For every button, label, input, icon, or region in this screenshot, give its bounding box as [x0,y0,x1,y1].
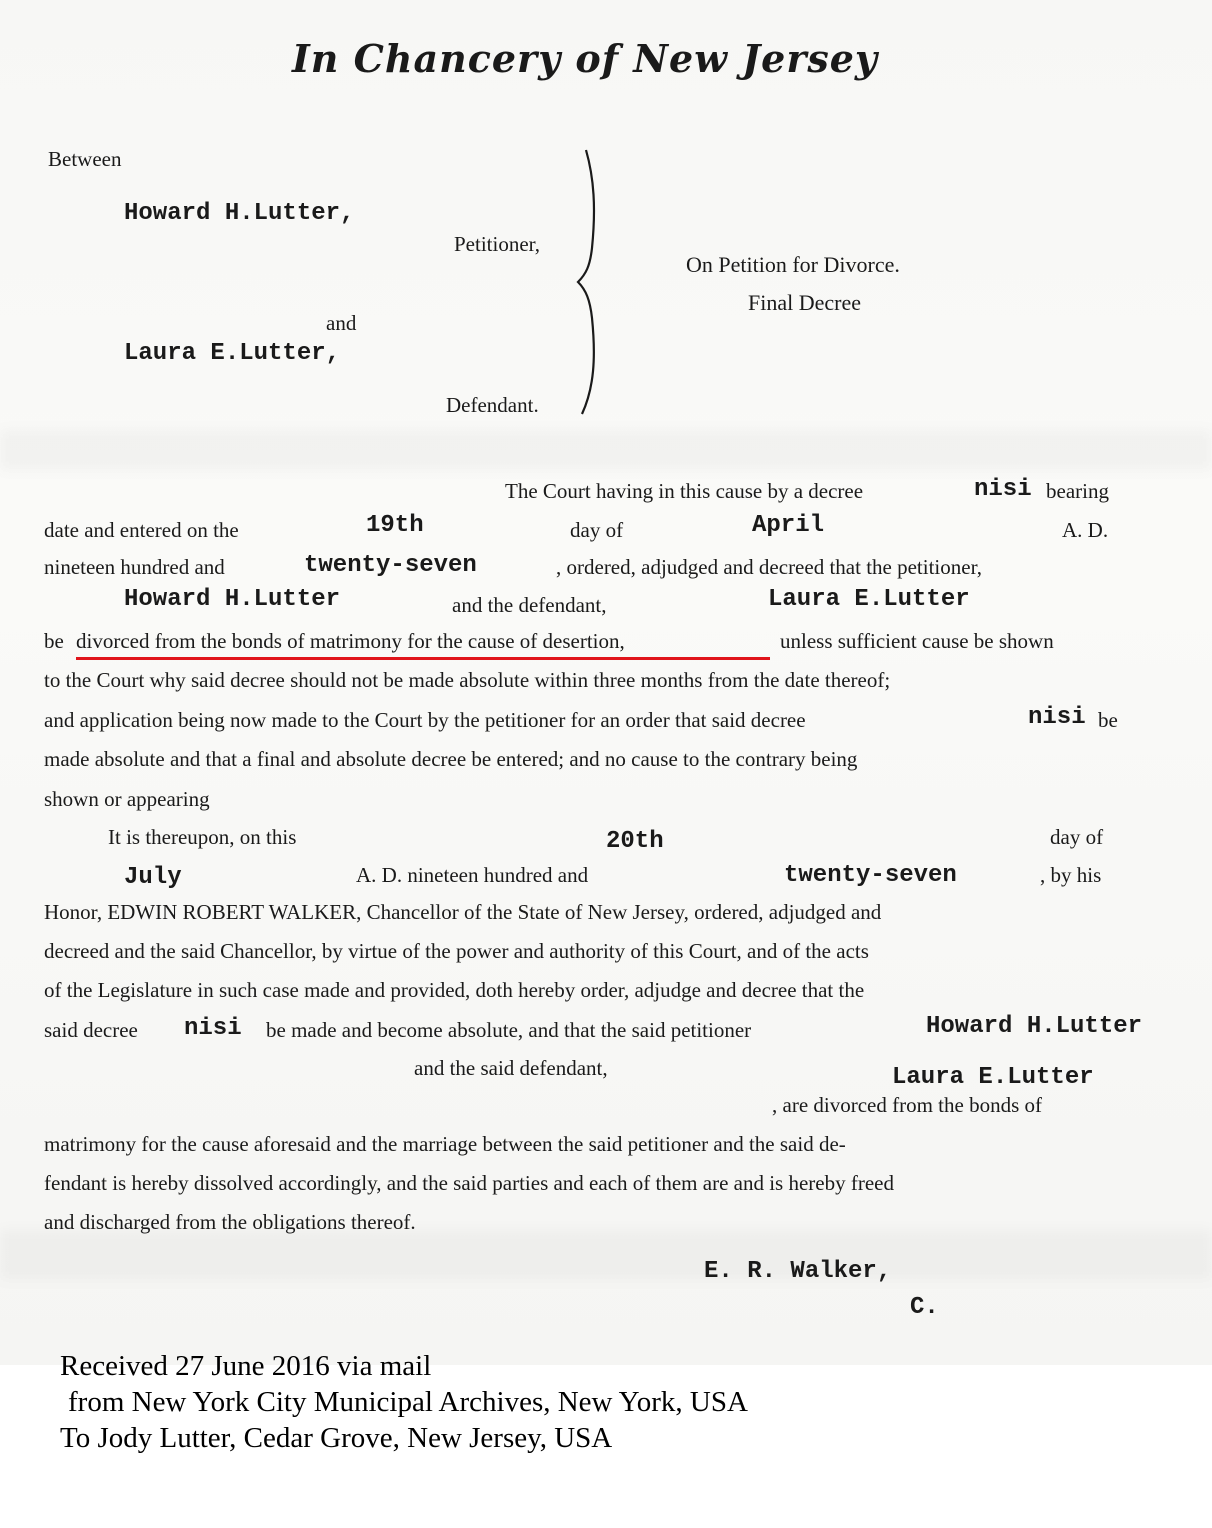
body-line: matrimony for the cause aforesaid and the marriage between the said petitioner and the said de- [44,1132,846,1156]
body-text: , by his [1040,863,1102,887]
body-text: day of [1050,825,1104,849]
caption-brace [572,148,612,418]
body-text: date and entered on the [44,518,239,542]
case-type: On Petition for Divorce. [686,252,900,277]
body-text: and discharged from the obligations thereof. [44,1210,416,1234]
decree-month: April [752,512,825,539]
body-text: shown or appearing [44,787,210,811]
body-line: to the Court why said decree should not be made absolute within three months from the date thereof; [44,668,891,692]
decree-type: Final Decree [748,290,861,315]
footer-recipient: To Jody Lutter, Cedar Grove, New Jersey, USA [60,1422,613,1454]
body-line: of the Legislature in such case made and provided, doth hereby order, adjudge and decree that the [44,978,865,1002]
petitioner-name-final: Howard H.Lutter [926,1013,1143,1040]
and-label: and [326,311,357,335]
body-line: made absolute and that a final and absolute decree be entered; and no cause to the contrary being [44,747,858,771]
decree-year: twenty-seven [304,552,477,579]
body-text: A. D. [1062,518,1109,542]
body-text: bearing [1046,479,1109,503]
body-text: A. D. nineteen hundred and [356,863,589,887]
body-line: Honor, EDWIN ROBERT WALKER, Chancellor of the State of New Jersey, ordered, adjudged and [44,900,882,924]
defendant-name-final: Laura E.Lutter [892,1064,1094,1091]
body-text: , ordered, adjudged and decreed that the petitioner, [556,555,982,579]
nisi-term: nisi [184,1015,242,1042]
signature-name: E. R. Walker, [704,1258,892,1285]
decree-day: 19th [366,512,424,539]
body-text: unless sufficient cause be shown [780,629,1054,653]
body-text: and the said defendant, [414,1056,608,1080]
body-line: fendant is hereby dissolved accordingly, and the said parties and each of them are and is hereby freed [44,1171,894,1195]
petitioner-label: Petitioner, [454,232,541,256]
footer-source: from New York City Municipal Archives, New York, USA [68,1386,748,1418]
highlighted-clause: divorced from the bonds of matrimony for the cause of desertion, [76,629,625,653]
defendant-name: Laura E.Lutter, [124,340,341,367]
body-text: said decree [44,1018,138,1042]
petitioner-name-body: Howard H.Lutter [124,586,341,613]
final-month: July [124,864,182,891]
body-text: It is thereupon, on this [108,825,297,849]
document-title: In Chancery of New Jersey [291,36,878,81]
body-text: be [1098,708,1118,732]
body-text: The Court having in this cause by a decree [505,479,864,503]
body-line: decreed and the said Chancellor, by virtue of the power and authority of this Court, and of the acts [44,939,869,963]
defendant-name-body: Laura E.Lutter [768,586,970,613]
scan-smudge [0,430,1212,470]
nisi-term: nisi [974,476,1032,503]
signature-title: C. [910,1294,939,1321]
between-label: Between [48,147,122,171]
body-text: be made and become absolute, and that the said petitioner [266,1018,752,1042]
body-text: nineteen hundred and [44,555,225,579]
nisi-term: nisi [1028,704,1086,731]
footer-received: Received 27 June 2016 via mail [60,1350,432,1382]
defendant-label: Defendant. [446,393,539,417]
final-year: twenty-seven [784,862,957,889]
body-text: , are divorced from the bonds of [772,1093,1042,1117]
petitioner-name: Howard H.Lutter, [124,200,355,227]
body-text: be [44,629,64,653]
body-text: and the defendant, [452,593,607,617]
red-underline [76,657,770,660]
body-text: and application being now made to the Court by the petitioner for an order that said decree [44,708,806,732]
final-day: 20th [606,828,664,855]
scan-smudge [0,1230,1212,1280]
body-text: day of [570,518,624,542]
